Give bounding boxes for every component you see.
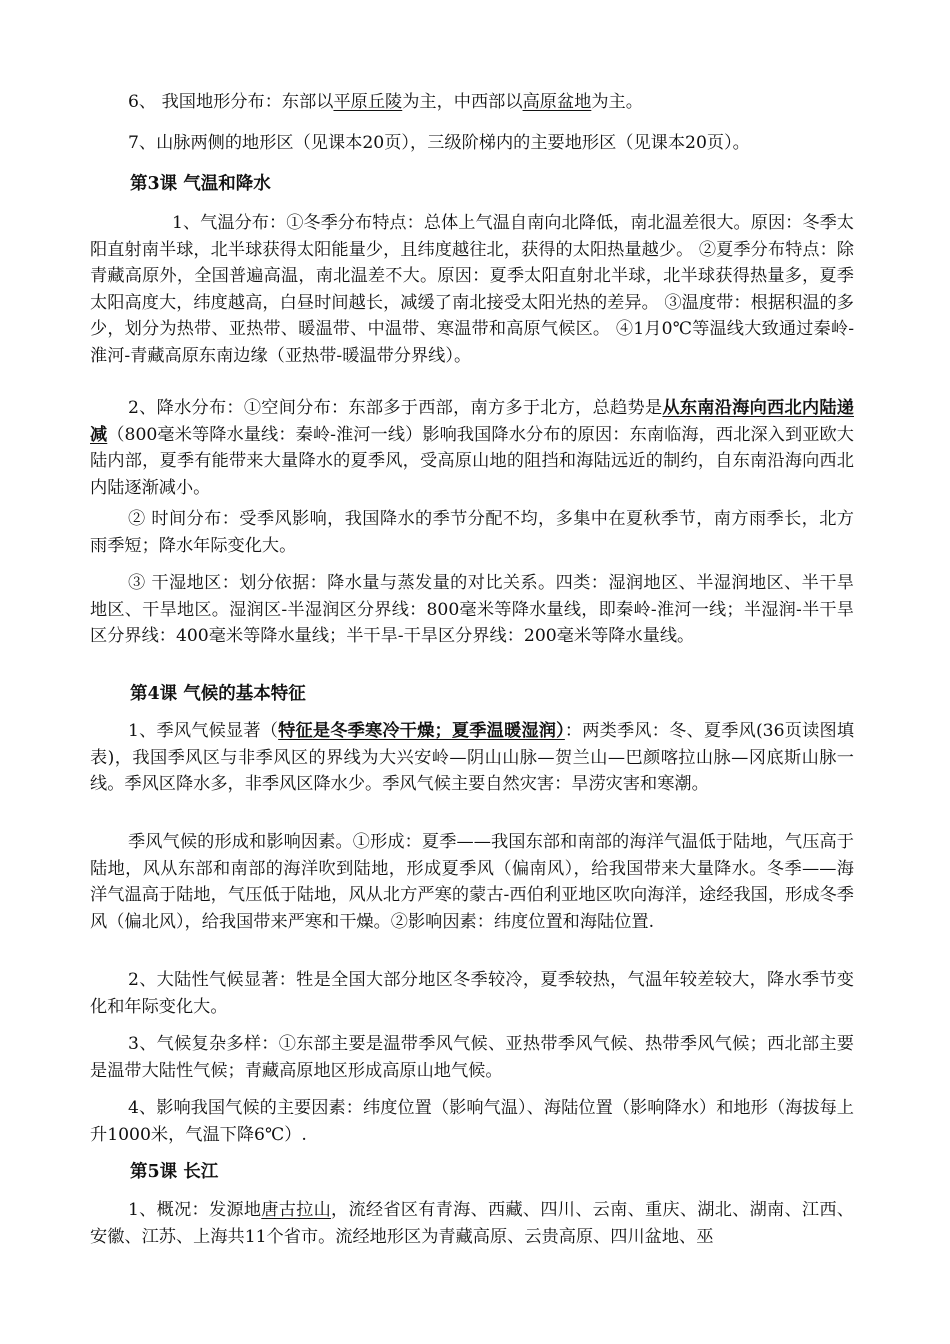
yangtze-overview-paragraph: 1、概况：发源地唐古拉山，流经省区有青海、西藏、四川、云南、重庆、湖北、湖南、江西、安徽、江苏、上海共11个省市。流经地形区为青藏高原、云贵高原、四川盆地、巫	[90, 1200, 854, 1247]
time-distribution-paragraph: ② 时间分布：受季风影响，我国降水的季节分配不均，多集中在夏秋季节，南方雨季长，北方雨季短；降水年际变化大。	[90, 509, 854, 556]
temperature-distribution-paragraph: 1、气温分布：①冬季分布特点：总体上气温自南向北降低，南北温差很大。原因：冬季太阳直射南半球，北半球获得太阳能量少，且纬度越往北，获得的太阳热量越少。 ②夏季分布特点：除青藏高原外，全国普遍高温，南北温差不大。原因：夏季太阳直射北半球，北半球获得热量多，夏季太阳高度大，纬度越高，白昼时间越长，减缓了南北接受太阳光热的差异。 ③温度带：根据积温的多少，划分为热带、亚热带、暖温带、中温带、寒温带和高原气候区。 ④1月0℃等温线大致通过秦岭-淮河-青藏高原东南边缘（亚热带-暖温带分界线）。	[90, 213, 854, 366]
precipitation-distribution-paragraph: 2、降水分布：①空间分布：东部多于西部，南方多于北方，总趋势是从东南沿海向西北内陆递减（800毫米等降水量线：秦岭-淮河一线）影响我国降水分布的原因：东南临海，西北深入到亚欧大陆内部，夏季有能带来大量降水的夏季风，受高原山地的阻挡和海陆远近的制约，自东南沿海向西北内陆逐渐减小。	[90, 398, 854, 498]
monsoon-climate-paragraph: 1、季风气候显著（特征是冬季寒冷干燥；夏季温暖湿润）：两类季风：冬、夏季风(36页读图填表)，我国季风区与非季风区的界线为大兴安岭—阴山山脉—贺兰山—巴颜喀拉山脉—冈底斯山脉一线。季风区降水多，非季风区降水少。季风气候主要自然灾害：旱涝灾害和寒潮。	[90, 721, 855, 794]
climate-factors-paragraph: 4、影响我国气候的主要因素：纬度位置（影响气温）、海陆位置（影响降水）和地形（海拔每上升1000米，气温下降6℃）.	[90, 1098, 854, 1145]
underlined-term: 从东南沿海向西北内陆递减	[90, 398, 854, 445]
underlined-term: 高原盆地	[522, 92, 592, 112]
lesson-5-heading: 第5课 长江	[130, 1162, 219, 1182]
monsoon-formation-paragraph: 季风气候的形成和影响因素。①形成：夏季——我国东部和南部的海洋气温低于陆地，气压高于陆地，风从东部和南部的海洋吹到陆地，形成夏季风（偏南风），给我国带来大量降水。冬季——海洋气温高于陆地，气压低于陆地，风从北方严寒的蒙古-西伯利亚地区吹向海洋，途经我国，形成冬季风（偏北风），给我国带来严寒和干燥。②影响因素：纬度位置和海陆位置.	[90, 832, 854, 932]
item-7-terrain-regions: 7、山脉两侧的地形区（见课本20页），三级阶梯内的主要地形区（见课本20页）。	[128, 133, 750, 153]
underlined-term: 平原丘陵	[333, 92, 403, 112]
item-6-terrain-distribution: 6、 我国地形分布：东部以平原丘陵为主，中西部以高原盆地为主。	[128, 92, 643, 112]
continental-climate-paragraph: 2、大陆性气候显著：牲是全国大部分地区冬季较冷，夏季较热，气温年较差较大，降水季节变化和年际变化大。	[90, 970, 854, 1017]
lesson-4-heading: 第4课 气候的基本特征	[130, 684, 306, 704]
underlined-term: 唐古拉山	[261, 1200, 332, 1220]
underlined-term: 特征是冬季寒冷干燥；夏季温暖湿润）	[278, 721, 565, 741]
lesson-3-heading: 第3课 气温和降水	[130, 174, 271, 194]
climate-diversity-paragraph: 3、气候复杂多样：①东部主要是温带季风气候、亚热带季风气候、热带季风气候；西北部主要是温带大陆性气候；青藏高原地区形成高原山地气候。	[90, 1034, 854, 1081]
dry-wet-regions-paragraph: ③ 干湿地区：划分依据：降水量与蒸发量的对比关系。四类：湿润地区、半湿润地区、半干旱地区、干旱地区。湿润区-半湿润区分界线：800毫米等降水量线，即秦岭-淮河一线；半湿润-半干旱区分界线：400毫米等降水量线；半干旱-干旱区分界线：200毫米等降水量线。	[90, 573, 854, 646]
